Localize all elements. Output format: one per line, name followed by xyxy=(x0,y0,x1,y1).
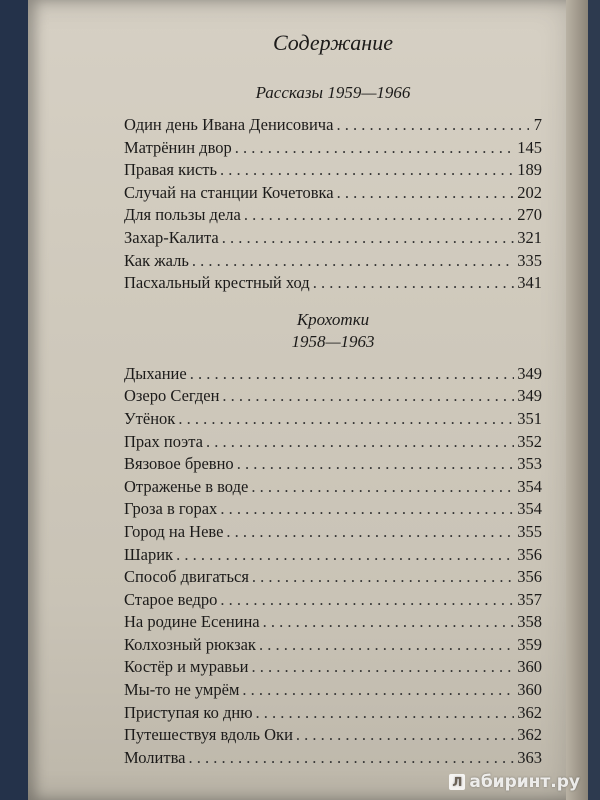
entry-page: 360 xyxy=(517,657,542,677)
entry-title: Город на Неве xyxy=(124,521,224,541)
leader-dots xyxy=(192,250,514,273)
entry-title: Костёр и муравьи xyxy=(124,657,249,677)
entry-page: 358 xyxy=(517,612,542,632)
toc-entry xyxy=(124,634,542,657)
toc-entry xyxy=(124,453,542,476)
toc-entry xyxy=(124,589,542,612)
entry-page: 357 xyxy=(517,589,542,609)
leader-dots xyxy=(251,476,514,499)
leader-dots xyxy=(237,453,515,476)
entry-title: Прах поэта xyxy=(124,431,203,451)
entry-title: Утёнок xyxy=(124,408,176,428)
entry-page: 359 xyxy=(517,634,542,654)
toc-entry xyxy=(124,250,542,273)
leader-dots xyxy=(263,611,515,634)
leader-dots xyxy=(242,679,514,702)
entry-page: 355 xyxy=(517,521,542,541)
toc-title: Содержание xyxy=(272,30,393,55)
leader-dots xyxy=(235,137,515,160)
leader-dots xyxy=(337,182,515,205)
entry-page: 354 xyxy=(517,476,542,496)
entry-title: Гроза в горах xyxy=(124,499,218,519)
toc-entry xyxy=(124,656,542,679)
watermark-text: абиринт.ру xyxy=(469,772,580,792)
entry-page: 349 xyxy=(517,386,542,406)
toc-entry xyxy=(124,114,542,137)
entry-title: Для пользы дела xyxy=(124,205,241,225)
toc-entry xyxy=(124,137,542,160)
entry-page: 349 xyxy=(517,363,542,383)
toc-entry xyxy=(124,363,542,386)
entry-title: Случай на станции Кочетовка xyxy=(124,182,334,202)
entry-title: Вязовое бревно xyxy=(124,454,234,474)
toc-entry xyxy=(124,544,542,567)
entry-page: 351 xyxy=(517,408,542,428)
toc-entry xyxy=(124,476,542,499)
entry-title: Старое ведро xyxy=(124,589,218,609)
toc-entry xyxy=(124,566,542,589)
entry-page: 352 xyxy=(517,431,542,451)
entry-title: Молитва xyxy=(124,747,186,767)
entry-title: Один день Ивана Денисовича xyxy=(124,115,334,134)
entry-page: 362 xyxy=(517,725,542,745)
leader-dots xyxy=(336,114,529,137)
entry-page: 335 xyxy=(517,250,542,270)
entry-page: 145 xyxy=(517,137,542,157)
entry-title: Шарик xyxy=(124,544,174,564)
entry-title: Правая кисть xyxy=(124,160,218,180)
toc-entry xyxy=(124,408,542,431)
entry-title: Пасхальный крестный ход xyxy=(124,273,310,293)
section-list-miniatures xyxy=(124,363,542,770)
leader-dots xyxy=(251,656,514,679)
entry-title: На родине Есенина xyxy=(124,612,260,632)
entry-page: 321 xyxy=(517,227,542,247)
table-of-contents xyxy=(124,30,542,769)
watermark-logo-icon: Л xyxy=(449,774,465,790)
toc-entry xyxy=(124,182,542,205)
entry-title: Путешествуя вдоль Оки xyxy=(124,725,293,745)
entry-page: 353 xyxy=(517,454,542,474)
leader-dots xyxy=(188,747,514,770)
toc-entry xyxy=(124,702,542,725)
leader-dots xyxy=(222,385,514,408)
section-heading-years: 1958—1963 xyxy=(291,331,375,351)
entry-title: Захар-Калита xyxy=(124,227,219,247)
leader-dots xyxy=(256,702,515,725)
entry-page: 7 xyxy=(533,115,542,134)
leader-dots xyxy=(259,634,514,657)
entry-page: 189 xyxy=(517,160,542,180)
toc-entry xyxy=(124,204,542,227)
entry-page: 202 xyxy=(517,182,542,202)
entry-page: 363 xyxy=(517,747,542,767)
leader-dots xyxy=(252,566,514,589)
section-list-stories xyxy=(124,114,542,295)
leader-dots xyxy=(220,589,514,612)
toc-entry xyxy=(124,159,542,182)
entry-page: 341 xyxy=(517,273,542,293)
entry-page: 360 xyxy=(517,680,542,700)
book-page xyxy=(28,0,588,800)
leader-dots xyxy=(296,724,514,747)
toc-entry xyxy=(124,385,542,408)
entry-title: Отраженье в воде xyxy=(124,476,249,496)
entry-title: Способ двигаться xyxy=(124,567,249,587)
toc-entry xyxy=(124,272,542,295)
entry-title: Озеро Сегден xyxy=(124,386,220,406)
entry-title: Колхозный рюкзак xyxy=(124,634,256,654)
leader-dots xyxy=(176,544,514,567)
toc-entry xyxy=(124,431,542,454)
toc-entry xyxy=(124,521,542,544)
leader-dots xyxy=(220,498,514,521)
leader-dots xyxy=(222,227,515,250)
section-heading-stories: Рассказы 1959—1966 xyxy=(255,83,411,102)
leader-dots xyxy=(313,272,515,295)
toc-entry xyxy=(124,227,542,250)
entry-page: 356 xyxy=(517,544,542,564)
entry-title: Матрёнин двор xyxy=(124,137,232,157)
entry-title: Приступая ко дню xyxy=(124,702,253,722)
toc-entry xyxy=(124,747,542,770)
toc-entry xyxy=(124,724,542,747)
entry-page: 270 xyxy=(517,205,542,225)
entry-page: 354 xyxy=(517,499,542,519)
page-gutter xyxy=(566,0,588,800)
entry-title: Мы-то не умрём xyxy=(124,680,240,700)
entry-page: 356 xyxy=(517,567,542,587)
section-heading-line: Крохотки xyxy=(296,309,370,329)
toc-entry xyxy=(124,611,542,634)
entry-title: Дыхание xyxy=(124,363,187,383)
leader-dots xyxy=(190,363,515,386)
leader-dots xyxy=(178,408,514,431)
leader-dots xyxy=(220,159,514,182)
toc-entry xyxy=(124,679,542,702)
entry-title: Как жаль xyxy=(124,250,189,270)
leader-dots xyxy=(226,521,514,544)
toc-entry xyxy=(124,498,542,521)
entry-page: 362 xyxy=(517,702,542,722)
leader-dots xyxy=(244,204,514,227)
site-watermark xyxy=(449,772,580,792)
leader-dots xyxy=(206,431,514,454)
section-heading-miniatures xyxy=(124,309,542,353)
